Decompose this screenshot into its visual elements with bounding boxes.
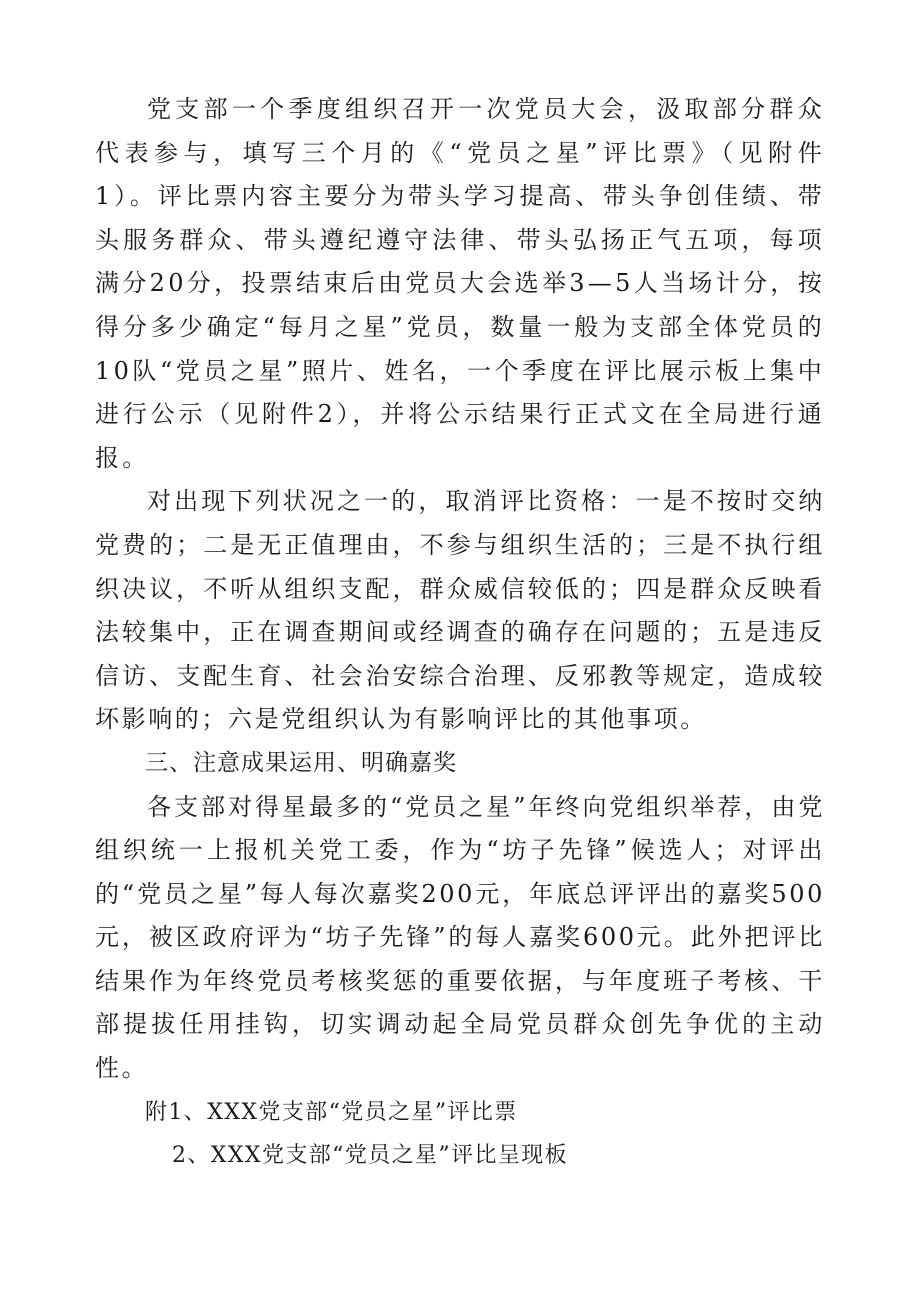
paragraph-disqualification-conditions: 对出现下列状况之一的，取消评比资格：一是不按时交纳党费的；二是无正值理由，不参与组织生活的；三是不执行组织决议，不听从组织支配，群众威信较低的；四是群众反映看法较集中，正在调查期间或经调查的确存在问题的；五是违反信访、支配生育、社会治安综合治理、反邪教等规定，造成较坏影响的；六是党组织认为有影响评比的其他事项。 — [95, 487, 825, 734]
attachment-2-label: 2、XXX党支部“党员之星”评比呈现板 — [172, 1143, 569, 1169]
paragraph-rewards: 各支部对得星最多的“党员之星”年终向党组织举荐，由党组织统一上报机关党工委，作为“坊子先锋”候选人；对评出的“党员之星”每人每次嘉奖200元，年底总评评出的嘉奖500元，被区政府评为“坊子先锋”的每人嘉奖600元。此外把评比结果作为年终党员考核奖惩的重要依据，与年度班子考核、干部提拔任用挂钩，切实调动起全局党员群众创先争优的主动性。 — [95, 792, 825, 1083]
paragraph-star-evaluation-process: 党支部一个季度组织召开一次党员大会，汲取部分群众代表参与，填写三个月的《“党员之星”评比票》（见附件1）。评比票内容主要分为带头学习提高、带头争创佳绩、带头服务群众、带头遵纪遵守法律、带头弘扬正气五项，每项满分20分，投票结束后由党员大会选举3—5人当场计分，按得分多少确定“每月之星”党员，数量一般为支部全体党员的10队“党员之星”照片、姓名，一个季度在评比展示板上集中进行公示（见附件2），并将公示结果行正式文在全局进行通报。 — [95, 95, 825, 472]
section-heading-rewards: 三、注意成果运用、明确嘉奖 — [145, 749, 457, 776]
attachment-1-label: 附1、XXX党支部“党员之星”评比票 — [145, 1099, 518, 1125]
document-page — [95, 88, 825, 1178]
